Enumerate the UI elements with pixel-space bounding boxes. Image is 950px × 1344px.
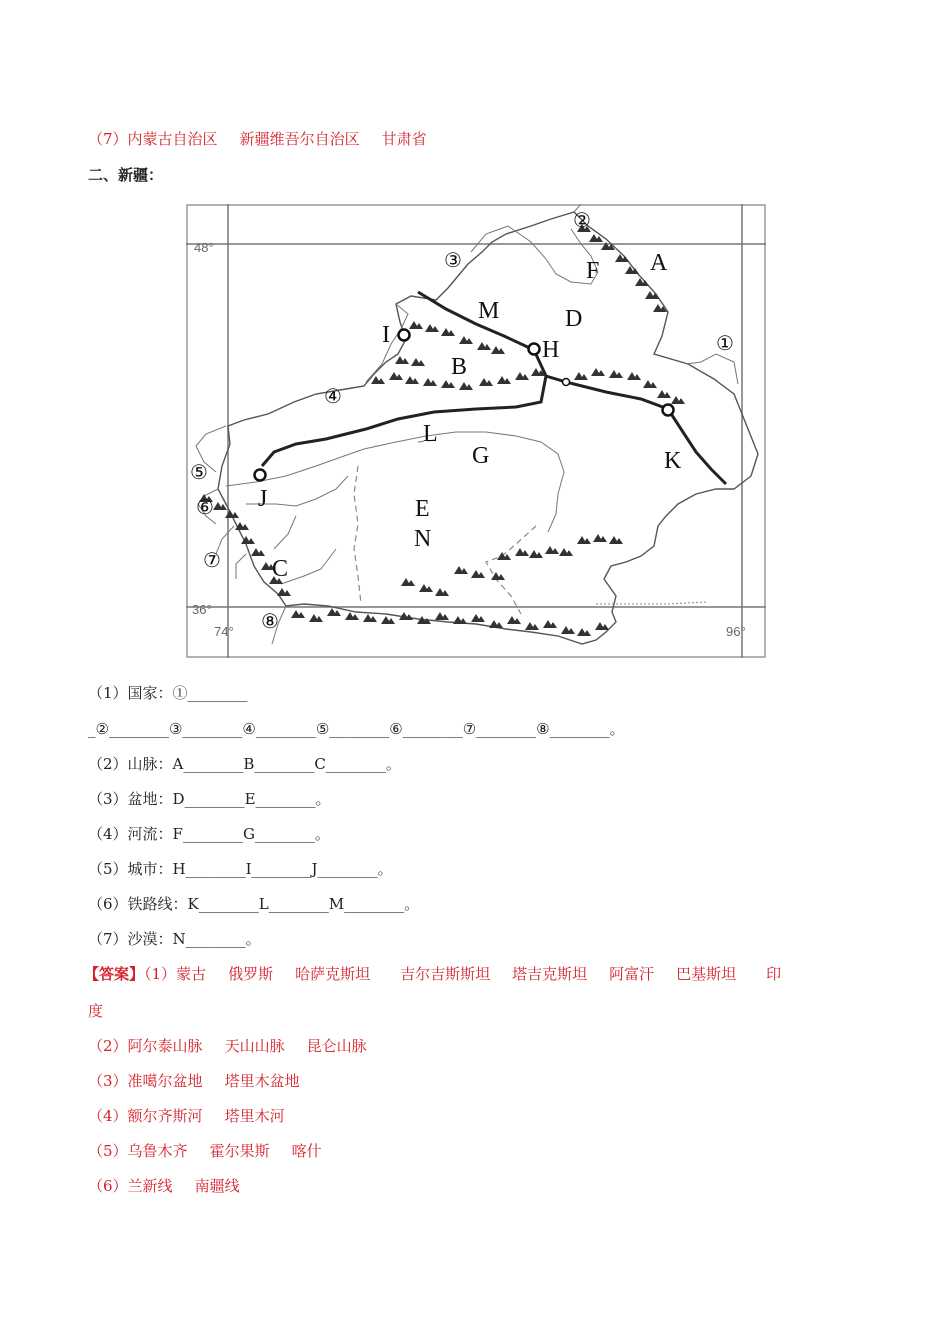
answer-item: 额尔齐斯河 (127, 1107, 203, 1125)
marker-1: ① (716, 331, 734, 355)
answer-item: 巴基斯坦 (676, 965, 737, 983)
label-m: M (478, 298, 500, 324)
answer-item: 塔里木河 (224, 1107, 285, 1125)
map-frame (187, 205, 765, 657)
answer-item: 南疆线 (194, 1177, 240, 1195)
answer-1-line (84, 963, 781, 984)
answer-item: 塔里木盆地 (224, 1072, 300, 1090)
section-title: 二、新疆： (88, 166, 164, 184)
answer-item: 内蒙古自治区 (127, 130, 218, 148)
label-h: H (542, 337, 560, 363)
top-answer-line (88, 128, 427, 149)
question-1a: （1）国家：①________ (88, 684, 248, 702)
marker-6: ⑥ (196, 495, 214, 519)
question-2: （2）山脉：A________B________C________。 (88, 755, 401, 773)
answer-item: 昆仑山脉 (306, 1037, 367, 1055)
deg-label-36: 36° (192, 602, 212, 617)
answer-item: 乌鲁木齐 (127, 1142, 188, 1160)
city-j (255, 470, 266, 481)
answer-item: 塔吉克斯坦 (512, 965, 588, 983)
answer-item: 哈萨克斯坦 (295, 965, 371, 983)
label-b: B (451, 354, 468, 380)
city-h (529, 344, 540, 355)
xinjiang-map (186, 204, 766, 658)
answer-label: （5） (88, 1142, 128, 1160)
answer-label: （6） (88, 1177, 128, 1195)
label-f: F (586, 258, 600, 284)
marker-5: ⑤ (190, 460, 208, 484)
label-g: G (472, 443, 490, 469)
answer-item: 天山山脉 (224, 1037, 285, 1055)
answer-3-line (88, 1070, 300, 1091)
city-k (663, 405, 674, 416)
question-6: （6）铁路线：K________L________M________。 (88, 895, 420, 913)
question-4: （4）河流：F________G________。 (88, 825, 330, 843)
answer-item: 准噶尔盆地 (127, 1072, 203, 1090)
deg-label-96: 96° (726, 624, 746, 639)
label-a: A (650, 250, 668, 276)
answer-item: 兰新线 (127, 1177, 173, 1195)
label-d: D (565, 306, 583, 332)
label-i: I (382, 322, 390, 348)
answer-label: （7） (88, 130, 128, 148)
city-i (399, 330, 410, 341)
label-n: N (414, 526, 432, 552)
answer-item: 印 (766, 965, 782, 983)
answer-item: 霍尔果斯 (209, 1142, 270, 1160)
answer-item: 新疆维吾尔自治区 (239, 130, 360, 148)
answer-item: 吉尔吉斯斯坦 (400, 965, 491, 983)
answer-label: （3） (88, 1072, 128, 1090)
answer-label: （4） (88, 1107, 128, 1125)
answer-2-line (88, 1035, 367, 1056)
answer-item: 蒙古 (176, 965, 207, 983)
marker-7: ⑦ (203, 548, 221, 572)
question-1b: _②________③________④________⑤________⑥________⑦________⑧________。 (88, 720, 625, 738)
marker-4: ④ (324, 384, 342, 408)
marker-2: ② (573, 208, 591, 232)
answer-5-line (88, 1140, 322, 1161)
answer-tag: 【答案】 (84, 965, 145, 983)
deg-label-74: 74° (214, 624, 234, 639)
label-e: E (415, 496, 430, 522)
label-c: C (272, 556, 289, 582)
answer-6-line (88, 1175, 240, 1196)
answer-label: （2） (88, 1037, 128, 1055)
answer-item: 甘肃省 (381, 130, 427, 148)
label-j: J (258, 486, 268, 512)
marker-8: ⑧ (261, 609, 279, 633)
deg-label-48: 48° (194, 240, 214, 255)
question-5: （5）城市：H________I________J________。 (88, 860, 393, 878)
answer-1-wrap: 度 (88, 1002, 104, 1020)
answer-4-line (88, 1105, 285, 1126)
answer-item: 阿富汗 (609, 965, 655, 983)
junction-dot (563, 379, 570, 386)
question-3: （3）盆地：D________E________。 (88, 790, 331, 808)
answer-item: 俄罗斯 (228, 965, 274, 983)
marker-3: ③ (444, 248, 462, 272)
answer-item: 阿尔泰山脉 (127, 1037, 203, 1055)
question-7: （7）沙漠：N________。 (88, 930, 261, 948)
answer-item: 喀什 (291, 1142, 322, 1160)
label-l: L (423, 421, 438, 447)
answer-label: （1） (144, 965, 177, 983)
label-k: K (664, 448, 682, 474)
